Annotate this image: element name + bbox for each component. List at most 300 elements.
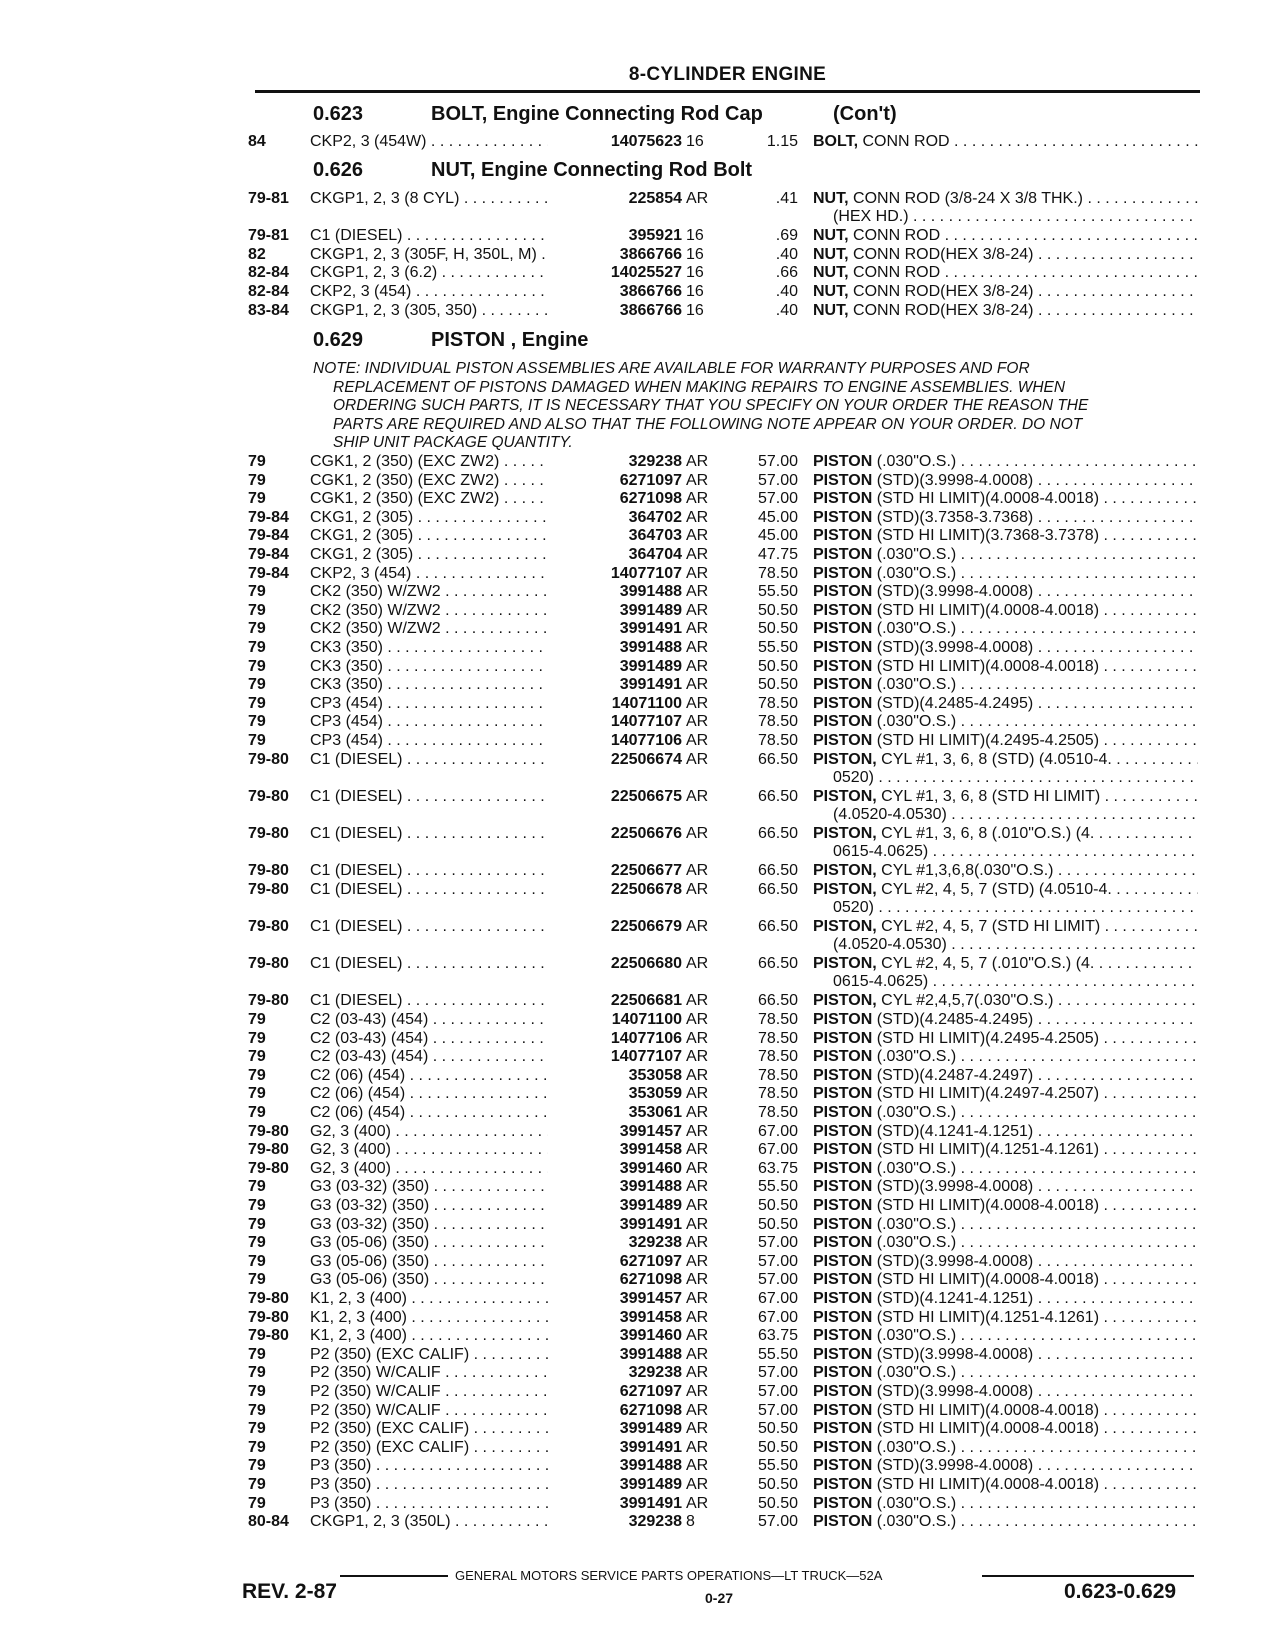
- model-application: CKP2, 3 (454) . . .: [310, 283, 565, 302]
- quantity: AR: [686, 1011, 709, 1028]
- part-number: 3991491: [548, 620, 682, 639]
- quantity: AR: [686, 1271, 709, 1289]
- description-continued: 0615-4.0625) . . .: [833, 973, 1198, 992]
- description-text: (STD)(3.9998-4.0008) . . .: [877, 1383, 1198, 1400]
- price: 47.75: [757, 546, 798, 563]
- parts-row: [248, 1104, 1198, 1123]
- model-application: G2, 3 (400) . . .: [310, 1141, 565, 1160]
- description: [813, 1160, 1198, 1179]
- price: 78.50: [757, 694, 798, 712]
- description: [813, 1402, 1198, 1421]
- quantity: AR: [686, 1215, 709, 1233]
- quantity: AR: [686, 1345, 709, 1363]
- year-range: 84: [248, 133, 266, 150]
- parts-row: [248, 918, 1198, 953]
- quantity: 16: [686, 133, 704, 150]
- part-number: 3991488: [548, 583, 682, 602]
- quantity: AR: [686, 1308, 709, 1326]
- year-range: 79: [248, 1066, 266, 1084]
- description-text: (STD HI LIMIT)(4.0008-4.0018) . . .: [877, 602, 1198, 619]
- parts-row: [248, 1253, 1198, 1272]
- price: 66.50: [757, 880, 798, 898]
- model-application: C1 (DIESEL) . . .: [310, 227, 565, 246]
- description: [813, 1067, 1198, 1086]
- year-range: 79: [248, 1271, 266, 1289]
- description: [813, 620, 1198, 639]
- parts-row: [248, 1290, 1198, 1309]
- model-application: CP3 (454) . . .: [310, 695, 565, 714]
- year-range: 79: [248, 1457, 266, 1475]
- parts-row: [248, 1160, 1198, 1179]
- price: .69: [775, 227, 798, 245]
- price: 55.50: [757, 639, 798, 656]
- note-line: PARTS ARE REQUIRED AND ALSO THAT THE FOLLOWING NOTE APPEAR ON YOUR ORDER. DO NOT: [333, 415, 1083, 433]
- price: 67.00: [757, 1122, 798, 1140]
- footer-rule-left: [340, 1575, 448, 1577]
- quantity: AR: [686, 601, 709, 619]
- description-text: (.030"O.S.) . . .: [877, 1439, 1198, 1456]
- description: [813, 509, 1198, 528]
- part-number: 22506679: [548, 918, 682, 937]
- description-noun: NUT,: [813, 227, 849, 245]
- model-application: G3 (03-32) (350) . . .: [310, 1197, 565, 1216]
- model-application: P2 (350) (EXC CALIF) . . .: [310, 1346, 565, 1365]
- description-text: CONN ROD(HEX 3/8-24) . . .: [853, 283, 1198, 300]
- parts-row: [248, 1123, 1198, 1142]
- price: 78.50: [757, 713, 798, 731]
- description-text: (STD)(4.1241-4.1251) . . .: [877, 1123, 1198, 1140]
- part-number: 3991491: [548, 1216, 682, 1235]
- quantity: AR: [686, 787, 709, 805]
- revision-label: REV. 2-87: [242, 1580, 337, 1603]
- description-noun: PISTON: [813, 1252, 873, 1270]
- description: [813, 472, 1198, 491]
- quantity: 16: [686, 264, 704, 282]
- part-number: 14077107: [548, 565, 682, 584]
- description-noun: PISTON: [813, 508, 873, 526]
- description: [813, 133, 1198, 152]
- section-title-bolt: [313, 103, 897, 126]
- year-range: 79-80: [248, 825, 289, 842]
- footer-rule-right: [982, 1575, 1194, 1577]
- price: 57.00: [757, 1234, 798, 1252]
- description-noun: PISTON: [813, 1438, 873, 1456]
- model-application: C1 (DIESEL) . . .: [310, 751, 565, 770]
- price: 45.00: [757, 508, 798, 526]
- year-range: 79: [248, 1197, 266, 1214]
- price: 78.50: [757, 1011, 798, 1028]
- price: 57.00: [757, 453, 798, 470]
- quantity: AR: [686, 694, 709, 712]
- quantity: AR: [686, 955, 709, 973]
- parts-row: [248, 732, 1198, 751]
- year-range: 79: [248, 1029, 266, 1047]
- description-noun: PISTON: [813, 713, 873, 731]
- quantity: AR: [686, 1457, 709, 1475]
- footer-center-text: GENERAL MOTORS SERVICE PARTS OPERATIONS—LT TRUCK—52A: [455, 1568, 883, 1583]
- price: 50.50: [757, 1476, 798, 1493]
- model-application: CKGP1, 2, 3 (350L) . . .: [310, 1513, 565, 1532]
- part-number: 395921: [548, 227, 682, 246]
- description-noun: NUT,: [813, 283, 849, 300]
- year-range: 79: [248, 1494, 266, 1512]
- description: [813, 527, 1198, 546]
- description: [813, 1048, 1198, 1067]
- parts-row: [248, 1085, 1198, 1104]
- price: 66.50: [757, 918, 798, 935]
- part-number: 14075623: [548, 133, 682, 152]
- price: 50.50: [757, 601, 798, 619]
- description: [813, 1104, 1198, 1123]
- model-application: P2 (350) W/CALIF . . .: [310, 1402, 565, 1421]
- description: [813, 1178, 1198, 1197]
- part-number: 14077107: [548, 713, 682, 732]
- price: 66.50: [757, 862, 798, 880]
- part-number: 3991488: [548, 1457, 682, 1476]
- parts-row: [248, 602, 1198, 621]
- description: [813, 1364, 1198, 1383]
- part-number: 3991491: [548, 1495, 682, 1514]
- parts-row: [248, 1197, 1198, 1216]
- model-application: CKP2, 3 (454W) . . .: [310, 133, 565, 152]
- description: [813, 302, 1198, 321]
- model-application: P2 (350) (EXC CALIF) . . .: [310, 1420, 565, 1439]
- parts-row: [248, 862, 1198, 881]
- description-noun: PISTON: [813, 1104, 873, 1121]
- price: .41: [775, 190, 798, 207]
- section-name: BOLT, Engine Connecting Rod Cap: [431, 103, 763, 125]
- section-name: NUT, Engine Connecting Rod Bolt: [431, 159, 753, 181]
- model-application: C1 (DIESEL) . . .: [310, 862, 565, 881]
- description: [813, 955, 1198, 974]
- description: [813, 1327, 1198, 1346]
- section-code: 0.629: [313, 329, 364, 351]
- part-number: 6271098: [548, 490, 682, 509]
- quantity: AR: [686, 1476, 709, 1493]
- quantity: AR: [686, 862, 709, 880]
- price: 78.50: [757, 1029, 798, 1047]
- description-text: (STD HI LIMIT)(4.1251-4.1261) . . .: [877, 1309, 1198, 1326]
- parts-row: [248, 695, 1198, 714]
- description: [813, 264, 1198, 283]
- year-range: 79: [248, 1383, 266, 1400]
- parts-row: [248, 527, 1198, 546]
- model-application: CP3 (454) . . .: [310, 732, 565, 751]
- section-code: 0.623: [313, 103, 364, 125]
- parts-row: [248, 1234, 1198, 1253]
- description-text: (STD)(3.9998-4.0008) . . .: [877, 583, 1198, 600]
- part-number: 3866766: [548, 302, 682, 321]
- note-line: REPLACEMENT OF PISTONS DAMAGED WHEN MAKING REPAIRS TO ENGINE ASSEMBLIES. WHEN: [333, 378, 1066, 396]
- quantity: AR: [686, 1122, 709, 1140]
- year-range: 79-80: [248, 787, 289, 805]
- part-number: 353061: [548, 1104, 682, 1123]
- description-continued: 0615-4.0625) . . .: [833, 843, 1198, 862]
- description-noun: NUT,: [813, 245, 849, 263]
- part-number: 6271097: [548, 1383, 682, 1402]
- model-application: C1 (DIESEL) . . .: [310, 881, 565, 900]
- part-number: 3866766: [548, 246, 682, 265]
- parts-row: [248, 1495, 1198, 1514]
- model-application: CK2 (350) W/ZW2 . . .: [310, 620, 565, 639]
- part-number: 3991460: [548, 1327, 682, 1346]
- description-text: CONN ROD(HEX 3/8-24) . . .: [853, 246, 1198, 263]
- parts-row: [248, 565, 1198, 584]
- description: [813, 676, 1198, 695]
- description-text: (STD HI LIMIT)(4.0008-4.0018) . . .: [877, 1420, 1198, 1437]
- description-text: CONN ROD (3/8-24 X 3/8 THK.) . . .: [853, 190, 1198, 207]
- parts-row: [248, 1271, 1198, 1290]
- section-range: 0.623-0.629: [1064, 1580, 1177, 1603]
- part-number: 364704: [548, 546, 682, 565]
- description-noun: PISTON,: [813, 880, 877, 898]
- description-text: (.030"O.S.) . . .: [877, 1495, 1198, 1512]
- description: [813, 918, 1198, 937]
- description: [813, 695, 1198, 714]
- model-application: C2 (03-43) (454) . . .: [310, 1011, 565, 1030]
- price: 50.50: [757, 620, 798, 638]
- price: 50.50: [757, 1420, 798, 1438]
- section-name: PISTON , Engine: [431, 329, 589, 351]
- parts-row: [248, 283, 1198, 302]
- description-text: (.030"O.S.) . . .: [877, 676, 1198, 693]
- price: 63.75: [757, 1159, 798, 1177]
- year-range: 79: [248, 1234, 266, 1252]
- parts-row: [248, 1309, 1198, 1328]
- piston-note: [313, 360, 1193, 453]
- year-range: 79: [248, 453, 266, 470]
- year-range: 79-80: [248, 1122, 289, 1140]
- part-number: 3866766: [548, 283, 682, 302]
- quantity: AR: [686, 583, 709, 601]
- parts-row: [248, 583, 1198, 602]
- description-text: (.030"O.S.) . . .: [877, 1327, 1198, 1344]
- year-range: 79: [248, 583, 266, 601]
- description: [813, 1030, 1198, 1049]
- parts-row: [248, 992, 1198, 1011]
- description-text: (STD)(3.9998-4.0008) . . .: [877, 1346, 1198, 1363]
- description-noun: PISTON: [813, 1029, 873, 1047]
- parts-row: [248, 620, 1198, 639]
- part-number: 3991488: [548, 1346, 682, 1365]
- part-number: 3991491: [548, 1439, 682, 1458]
- description-noun: PISTON: [813, 1215, 873, 1233]
- quantity: 8: [686, 1513, 695, 1531]
- description-continued: (4.0520-4.0530) . . .: [833, 936, 1198, 955]
- year-range: 79: [248, 1048, 266, 1066]
- description: [813, 1457, 1198, 1476]
- description-noun: PISTON: [813, 1308, 873, 1326]
- parts-row: [248, 546, 1198, 565]
- parts-row: [248, 1457, 1198, 1476]
- quantity: AR: [686, 564, 709, 582]
- description-text: (.030"O.S.) . . .: [877, 1513, 1198, 1530]
- description-text: (.030"O.S.) . . .: [877, 1160, 1198, 1177]
- description-text: (STD HI LIMIT)(4.0008-4.0018) . . .: [877, 490, 1198, 507]
- price: 57.00: [757, 1513, 798, 1531]
- section-title-piston: [313, 329, 588, 352]
- description-text: (.030"O.S.) . . .: [877, 620, 1198, 637]
- part-number: 6271098: [548, 1402, 682, 1421]
- year-range: 79: [248, 1364, 266, 1382]
- model-application: C1 (DIESEL) . . .: [310, 955, 565, 974]
- description-noun: PISTON: [813, 601, 873, 619]
- part-number: 353058: [548, 1067, 682, 1086]
- description: [813, 1234, 1198, 1253]
- description-noun: PISTON: [813, 1494, 873, 1512]
- description: [813, 1216, 1198, 1235]
- year-range: 79-80: [248, 750, 289, 768]
- description-text: (STD HI LIMIT)(4.0008-4.0018) . . .: [877, 658, 1198, 675]
- part-number: 3991458: [548, 1309, 682, 1328]
- model-application: K1, 2, 3 (400) . . .: [310, 1309, 565, 1328]
- description: [813, 713, 1198, 732]
- quantity: AR: [686, 1327, 709, 1345]
- year-range: 79: [248, 1178, 266, 1196]
- part-number: 22506681: [548, 992, 682, 1011]
- model-application: C1 (DIESEL) . . .: [310, 918, 565, 937]
- description-text: (STD HI LIMIT)(4.1251-4.1261) . . .: [877, 1141, 1198, 1158]
- parts-row: [248, 1402, 1198, 1421]
- parts-row: [248, 1439, 1198, 1458]
- price: 78.50: [757, 732, 798, 749]
- part-number: 353059: [548, 1085, 682, 1104]
- part-number: 3991489: [548, 1476, 682, 1495]
- quantity: AR: [686, 639, 709, 656]
- description: [813, 1271, 1198, 1290]
- description-noun: PISTON: [813, 1141, 873, 1159]
- description-noun: PISTON,: [813, 955, 877, 973]
- description: [813, 658, 1198, 677]
- part-number: 14077107: [548, 1048, 682, 1067]
- description: [813, 639, 1198, 658]
- quantity: AR: [686, 1420, 709, 1438]
- price: 1.15: [766, 133, 798, 150]
- price: 50.50: [757, 1438, 798, 1456]
- year-range: 79: [248, 1085, 266, 1103]
- year-range: 79: [248, 1476, 266, 1493]
- part-number: 22506675: [548, 788, 682, 807]
- price: 50.50: [757, 1197, 798, 1214]
- parts-row: [248, 750, 1198, 786]
- price: 67.00: [757, 1308, 798, 1326]
- parts-row: [248, 639, 1198, 658]
- description-text: (.030"O.S.) . . .: [877, 453, 1198, 470]
- description-noun: PISTON,: [813, 992, 877, 1010]
- description-noun: PISTON: [813, 676, 873, 694]
- parts-row: [248, 509, 1198, 528]
- description-noun: PISTON: [813, 1513, 873, 1531]
- price: 50.50: [757, 1215, 798, 1233]
- part-number: 364702: [548, 509, 682, 528]
- description: [813, 1513, 1198, 1532]
- part-number: 329238: [548, 1364, 682, 1383]
- quantity: AR: [686, 1178, 709, 1196]
- description-noun: PISTON: [813, 1345, 873, 1363]
- model-application: CGK1, 2 (350) (EXC ZW2) . . .: [310, 453, 565, 472]
- year-range: 79-80: [248, 862, 289, 880]
- model-application: CKG1, 2 (305) . . .: [310, 527, 565, 546]
- model-application: C2 (06) (454) . . .: [310, 1085, 565, 1104]
- model-application: C2 (06) (454) . . .: [310, 1067, 565, 1086]
- description-noun: PISTON: [813, 1476, 873, 1493]
- description-noun: PISTON: [813, 1420, 873, 1438]
- section-continued-label: (Con't): [833, 103, 897, 125]
- model-application: CK2 (350) W/ZW2 . . .: [310, 583, 565, 602]
- parts-row: [248, 955, 1198, 991]
- description-noun: PISTON: [813, 527, 873, 545]
- description-noun: PISTON: [813, 694, 873, 712]
- description-noun: PISTON: [813, 583, 873, 601]
- model-application: CK2 (350) W/ZW2 . . .: [310, 602, 565, 621]
- price: 63.75: [757, 1327, 798, 1345]
- price: 66.50: [757, 825, 798, 842]
- description-text: CONN ROD . . .: [853, 227, 1198, 244]
- quantity: AR: [686, 620, 709, 638]
- quantity: AR: [686, 992, 709, 1010]
- description-text: (STD)(3.9998-4.0008) . . .: [877, 639, 1198, 656]
- quantity: AR: [686, 1066, 709, 1084]
- quantity: AR: [686, 676, 709, 694]
- section-title-nut: [313, 159, 752, 182]
- quantity: AR: [686, 1029, 709, 1047]
- description-noun: PISTON: [813, 453, 873, 470]
- note-line: NOTE: INDIVIDUAL PISTON ASSEMBLIES ARE AVAILABLE FOR WARRANTY PURPOSES AND FOR: [313, 360, 1030, 377]
- price: 50.50: [757, 676, 798, 694]
- model-application: C2 (03-43) (454) . . .: [310, 1048, 565, 1067]
- price: 78.50: [757, 1104, 798, 1121]
- description-text: (STD HI LIMIT)(4.0008-4.0018) . . .: [877, 1402, 1198, 1419]
- description-noun: NUT,: [813, 301, 849, 319]
- description-text: CYL #1, 3, 6, 8 (STD HI LIMIT) . . .: [881, 788, 1198, 805]
- part-number: 22506677: [548, 862, 682, 881]
- price: .40: [775, 301, 798, 319]
- description-text: (.030"O.S.) . . .: [877, 713, 1198, 730]
- parts-row: [248, 1420, 1198, 1439]
- part-number: 364703: [548, 527, 682, 546]
- description: [813, 602, 1198, 621]
- quantity: AR: [686, 1290, 709, 1307]
- part-number: 3991488: [548, 1178, 682, 1197]
- year-range: 79: [248, 1252, 266, 1270]
- model-application: G3 (05-06) (350) . . .: [310, 1271, 565, 1290]
- description-continued: 0520) . . .: [833, 899, 1198, 918]
- quantity: AR: [686, 453, 709, 470]
- description-noun: PISTON,: [813, 862, 877, 880]
- year-range: 79: [248, 676, 266, 694]
- part-number: 3991489: [548, 1197, 682, 1216]
- year-range: 79: [248, 713, 266, 731]
- part-number: 14025527: [548, 264, 682, 283]
- part-number: 6271097: [548, 1253, 682, 1272]
- model-application: CGK1, 2 (350) (EXC ZW2) . . .: [310, 490, 565, 509]
- description: [813, 1197, 1198, 1216]
- model-application: G2, 3 (400) . . .: [310, 1123, 565, 1142]
- description: [813, 1420, 1198, 1439]
- quantity: 16: [686, 245, 704, 263]
- part-number: 22506674: [548, 751, 682, 770]
- parts-row: [248, 1048, 1198, 1067]
- model-application: CK3 (350) . . .: [310, 676, 565, 695]
- description-text: (.030"O.S.) . . .: [877, 565, 1198, 582]
- part-number: 3991489: [548, 1420, 682, 1439]
- description-noun: PISTON: [813, 1401, 873, 1419]
- quantity: AR: [686, 546, 709, 563]
- year-range: 82-84: [248, 264, 289, 282]
- part-number: 329238: [548, 1234, 682, 1253]
- parts-row: [248, 1011, 1198, 1030]
- year-range: 79: [248, 1345, 266, 1363]
